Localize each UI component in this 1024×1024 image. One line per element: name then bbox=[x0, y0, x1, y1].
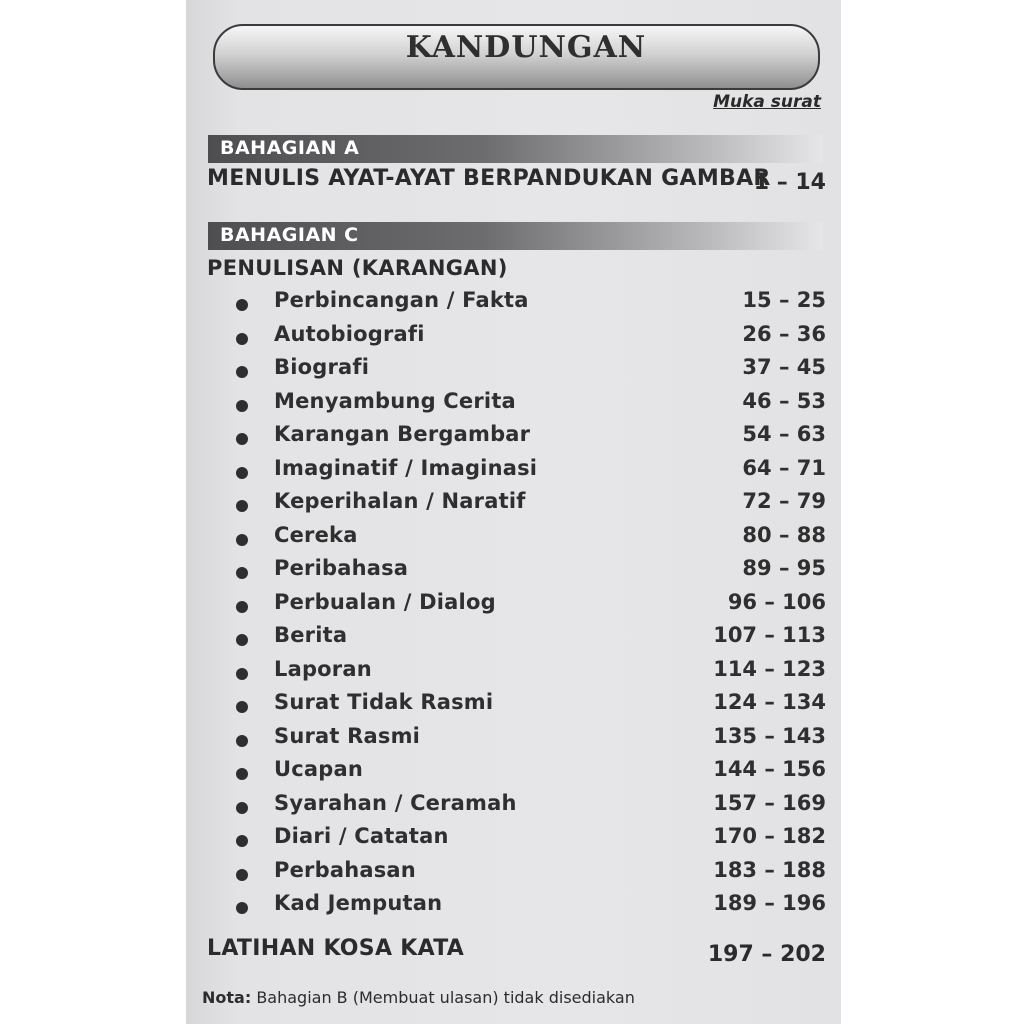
bullet-icon bbox=[236, 835, 248, 847]
toc-item-range: 26 – 36 bbox=[742, 321, 826, 346]
toc-item bbox=[0, 724, 1024, 757]
toc-item-label: Perbincangan / Fakta bbox=[274, 288, 529, 312]
toc-item-range: 114 – 123 bbox=[713, 656, 826, 681]
toc-item bbox=[0, 523, 1024, 556]
section-c-heading: PENULISAN (KARANGAN) bbox=[207, 256, 508, 280]
toc-item bbox=[0, 690, 1024, 723]
toc-item bbox=[0, 623, 1024, 656]
toc-item-label: Peribahasa bbox=[274, 556, 409, 580]
toc-item-label: Imaginatif / Imaginasi bbox=[274, 455, 538, 480]
bullet-icon bbox=[236, 668, 248, 680]
toc-item-label: Karangan Bergambar bbox=[274, 422, 531, 446]
toc-item-label: Perbualan / Dialog bbox=[274, 589, 496, 614]
bullet-icon bbox=[236, 634, 248, 646]
bullet-icon bbox=[236, 768, 248, 780]
toc-item-range: 124 – 134 bbox=[713, 690, 826, 714]
bullet-icon bbox=[236, 869, 248, 881]
toc-item-range: 183 – 188 bbox=[713, 857, 826, 882]
toc-item-range: 135 – 143 bbox=[713, 723, 826, 748]
bullet-icon bbox=[236, 467, 248, 479]
toc-item-label: Cereka bbox=[274, 522, 358, 547]
toc-item-label: Autobiografi bbox=[274, 321, 425, 346]
toc-item bbox=[0, 556, 1024, 589]
toc-item-label: Berita bbox=[274, 623, 348, 647]
toc-item bbox=[0, 422, 1024, 455]
toc-item-label: Menyambung Cerita bbox=[274, 388, 516, 413]
toc-item-label: Surat Tidak Rasmi bbox=[274, 690, 494, 714]
bullet-icon bbox=[236, 601, 248, 613]
bullet-icon bbox=[236, 299, 248, 311]
footnote bbox=[202, 988, 635, 1007]
toc-item bbox=[0, 657, 1024, 690]
footnote-prefix: Nota: bbox=[202, 988, 252, 1007]
toc-item-label: Keperihalan / Naratif bbox=[274, 489, 526, 513]
vocab-heading: LATIHAN KOSA KATA bbox=[207, 936, 465, 961]
toc-item-range: 46 – 53 bbox=[742, 388, 826, 413]
toc-item-range: 72 – 79 bbox=[742, 489, 826, 513]
bullet-icon bbox=[236, 735, 248, 747]
toc-item-range: 80 – 88 bbox=[742, 522, 826, 547]
bullet-icon bbox=[236, 400, 248, 412]
bullet-icon bbox=[236, 567, 248, 579]
section-a-bar bbox=[208, 135, 823, 163]
toc-item-label: Diari / Catatan bbox=[274, 824, 449, 848]
bullet-icon bbox=[236, 333, 248, 345]
footnote-text: Bahagian B (Membuat ulasan) tidak disediakan bbox=[251, 988, 635, 1007]
toc-item-range: 54 – 63 bbox=[742, 422, 826, 446]
toc-item-label: Perbahasan bbox=[274, 857, 416, 882]
toc-item-range: 96 – 106 bbox=[727, 589, 826, 614]
toc-item bbox=[0, 590, 1024, 623]
bullet-icon bbox=[236, 802, 248, 814]
toc-item bbox=[0, 389, 1024, 422]
section-a-heading: MENULIS AYAT-AYAT BERPANDUKAN GAMBAR bbox=[207, 166, 771, 191]
section-c-bar bbox=[208, 222, 823, 250]
toc-item-range: 89 – 95 bbox=[742, 556, 826, 580]
toc-item bbox=[0, 288, 1024, 321]
page-title: KANDUNGAN bbox=[405, 30, 647, 65]
toc-item-label: Biografi bbox=[274, 355, 370, 379]
bullet-icon bbox=[236, 500, 248, 512]
toc-item-range: 189 – 196 bbox=[713, 891, 826, 915]
bullet-icon bbox=[236, 902, 248, 914]
toc-item bbox=[0, 824, 1024, 857]
toc-item-range: 107 – 113 bbox=[713, 623, 826, 647]
toc-item-label: Surat Rasmi bbox=[274, 723, 421, 748]
toc-item-range: 157 – 169 bbox=[713, 790, 826, 815]
toc-item-label: Ucapan bbox=[274, 757, 364, 781]
section-a-label: BAHAGIAN A bbox=[220, 137, 360, 159]
toc-item bbox=[0, 355, 1024, 388]
toc-item-range: 37 – 45 bbox=[742, 355, 826, 379]
bullet-icon bbox=[236, 433, 248, 445]
bullet-icon bbox=[236, 366, 248, 378]
toc-item-range: 15 – 25 bbox=[742, 288, 826, 312]
toc-item-range: 170 – 182 bbox=[713, 824, 826, 848]
bullet-icon bbox=[236, 701, 248, 713]
toc-item-label: Syarahan / Ceramah bbox=[274, 790, 517, 815]
toc-item bbox=[0, 891, 1024, 924]
toc-item bbox=[0, 757, 1024, 790]
page-number-column-label: Muka surat bbox=[713, 92, 821, 112]
bullet-icon bbox=[236, 534, 248, 546]
toc-item bbox=[0, 791, 1024, 824]
toc-item-label: Kad Jemputan bbox=[274, 891, 443, 915]
toc-item bbox=[0, 456, 1024, 489]
section-c-label: BAHAGIAN C bbox=[220, 224, 359, 246]
toc-item bbox=[0, 489, 1024, 522]
toc-item-range: 144 – 156 bbox=[713, 757, 826, 781]
toc-item-range: 64 – 71 bbox=[742, 455, 826, 480]
toc-item bbox=[0, 322, 1024, 355]
vocab-range: 197 – 202 bbox=[707, 942, 826, 967]
toc-item bbox=[0, 858, 1024, 891]
toc-item-label: Laporan bbox=[274, 656, 372, 681]
section-a-range: 1 – 14 bbox=[753, 170, 826, 195]
